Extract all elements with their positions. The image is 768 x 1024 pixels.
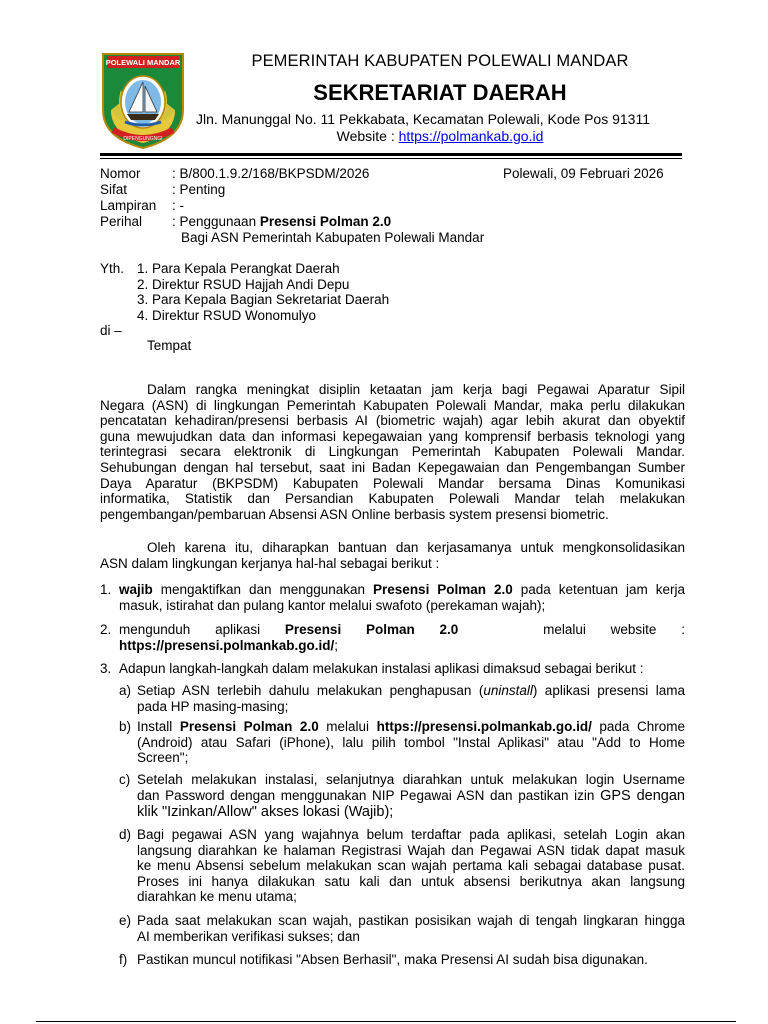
addressee-item: 2. Direktur RSUD Hajjah Andi Depu bbox=[137, 277, 350, 292]
perihal-prefix: : Penggunaan bbox=[172, 214, 260, 229]
subitem-d-line: ke menu Absensi sebelum melakukan scan wajah pertama kali sebagai database pusat. bbox=[137, 858, 685, 874]
para-line: informatika, Statistik dan Persandian Kabupaten Polewali Mandar telah melakukan bbox=[100, 491, 685, 507]
subitem-a-line2: pada HP masing-masing; bbox=[137, 698, 289, 714]
para-line: terintegrasi secara elektronik di Lingkungan Pemerintah Kabupaten Polewali Mandar. bbox=[100, 444, 685, 460]
para-line: pencatatan kehadiran/presensi berbasis AI (biometric wajah) agar lebih akurat dan obyektif bbox=[100, 413, 685, 429]
lampiran-label: Lampiran bbox=[100, 198, 157, 213]
yth-label: Yth. bbox=[100, 261, 125, 276]
addressee-item: 4. Direktur RSUD Wonomulyo bbox=[137, 308, 317, 323]
subitem-c bbox=[137, 772, 685, 820]
item-1-text: pada ketentuan jam kerja bbox=[512, 582, 685, 597]
app-name-bold: Presensi Polman 2.0 bbox=[179, 719, 319, 734]
subitem-b bbox=[137, 719, 685, 766]
addressee-item: 3. Para Kepala Bagian Sekretariat Daerah bbox=[137, 292, 390, 307]
perihal-label: Perihal bbox=[100, 214, 143, 229]
subitem-label: e) bbox=[119, 913, 132, 928]
website-label: Website : bbox=[336, 128, 399, 144]
subitem-c-line2 bbox=[137, 788, 685, 805]
subitem-e-line1: Pada saat melakukan scan wajah, pastikan posisikan wajah di tengah lingkaran hingga bbox=[137, 913, 685, 928]
di-label: di – bbox=[100, 323, 122, 338]
tempat-label: Tempat bbox=[147, 338, 192, 353]
subitem-d bbox=[137, 827, 685, 905]
word: Polman bbox=[365, 622, 415, 637]
item-number: 2. bbox=[100, 622, 112, 637]
paragraph-intro bbox=[100, 382, 685, 522]
header-office-name: SEKRETARIAT DAERAH bbox=[313, 80, 567, 105]
word: mengunduh bbox=[119, 622, 191, 637]
subitem-d-line: Proses ini hanya dilakukan satu kali dan untuk absensi berikutnya akan langsung bbox=[137, 873, 685, 889]
nomor-value: : B/800.1.9.2/168/BKPSDM/2026 bbox=[172, 166, 370, 181]
letter-date: Polewali, 09 Februari 2026 bbox=[503, 166, 664, 181]
word: website bbox=[610, 622, 657, 637]
item-2-line2 bbox=[119, 638, 685, 654]
item-number: 1. bbox=[100, 582, 112, 597]
para-line: Negara (ASN) di lingkungan Pemerintah Kabupaten Polewali Mandar, maka perlu dilakukan bbox=[100, 397, 685, 413]
presensi-url: https://presensi.polmankab.go.id/ bbox=[119, 637, 335, 653]
subitem-b-line2: (Android) atau Safari (iPhone), lalu pilih tombol "Instal Aplikasi" atau "Add to Home bbox=[137, 734, 685, 750]
item-2-tail: ; bbox=[334, 637, 339, 653]
emblem-motto: DIPENGUNGNGI bbox=[123, 136, 163, 142]
addressee-item: 1. Para Kepala Perangkat Daerah bbox=[137, 261, 340, 276]
subitem-c-line1: Setelah melakukan instalasi, selanjutnya diarahkan untuk melakukan login Username bbox=[137, 772, 685, 787]
para-line: Sehubungan dengan hal tersebut, saat ini Badan Kepegawaian dan Pengembangan Sumber bbox=[100, 459, 685, 475]
para-line: Daya Aparatur (BKPSDM) Kabupaten Polewali Mandar bersama Dinas Komunikasi bbox=[100, 475, 685, 491]
para-line: pengembangan/pembaruan Absensi ASN Online berbasis system presensi biometric. bbox=[100, 506, 609, 522]
para-line: Oleh karena itu, diharapkan bantuan dan kerjasamanya untuk mengkonsolidasikan bbox=[147, 540, 685, 555]
subitem-e-line2: AI memberikan verifikasi sukses; dan bbox=[137, 928, 360, 944]
subitem-a bbox=[137, 683, 685, 714]
lampiran-value: : - bbox=[172, 198, 184, 213]
polewali-mandar-emblem-icon bbox=[99, 50, 187, 150]
item-1-line2: masuk, istirahat dan pulang kantor melalui swafoto (perekaman wajah); bbox=[119, 597, 546, 613]
word: 2.0 bbox=[439, 622, 459, 637]
subitem-label: b) bbox=[119, 719, 132, 734]
word: aplikasi bbox=[215, 622, 261, 637]
subitem-b-line3: Screen"; bbox=[137, 750, 189, 766]
item-1-line1 bbox=[119, 582, 685, 598]
subitem-f-line1: Pastikan muncul notifikasi "Absen Berhasil", maka Presensi AI sudah bisa digunakan. bbox=[137, 952, 648, 967]
page-bottom-rule bbox=[36, 1021, 736, 1022]
subitem-b-line1 bbox=[137, 719, 685, 735]
subitem-label: a) bbox=[119, 683, 132, 698]
text: Install bbox=[137, 719, 180, 734]
item-number: 3. bbox=[100, 661, 112, 676]
word: melalui bbox=[543, 622, 586, 637]
item-3-text: Adapun langkah-langkah dalam melakukan instalasi aplikasi dimaksud sebagai berikut : bbox=[119, 661, 644, 676]
uninstall-italic: uninstall bbox=[483, 683, 533, 698]
perihal-line2: Bagi ASN Pemerintah Kabupaten Polewali Mandar bbox=[181, 230, 485, 245]
word: Presensi bbox=[284, 622, 342, 637]
subitem-f bbox=[137, 952, 685, 968]
item-3-intro bbox=[119, 661, 689, 677]
header-government-name: PEMERINTAH KABUPATEN POLEWALI MANDAR bbox=[251, 52, 629, 70]
app-name-bold: Presensi Polman 2.0 bbox=[373, 582, 513, 597]
wajib-bold: wajib bbox=[119, 582, 153, 597]
sifat-label: Sifat bbox=[100, 182, 128, 197]
text: ) aplikasi presensi lama bbox=[532, 683, 685, 698]
para-line: ASN dalam lingkungan kerjanya hal-hal sebagai berikut : bbox=[100, 555, 440, 571]
subitem-d-line: diarahkan ke menu utama; bbox=[137, 889, 297, 905]
subitem-label: d) bbox=[119, 827, 132, 842]
sifat-value: : Penting bbox=[172, 182, 226, 197]
nomor-label: Nomor bbox=[100, 166, 141, 181]
emblem-title: POLEWALI MANDAR bbox=[105, 58, 181, 67]
header-address: Jln. Manunggal No. 11 Pekkabata, Kecamatan Polewali, Kode Pos 91311 bbox=[196, 111, 650, 127]
header-rule-thin bbox=[100, 158, 682, 159]
perihal-value bbox=[172, 214, 391, 230]
item-2-line1 bbox=[119, 622, 685, 638]
subitem-d-line: Bagi pegawai ASN yang wajahnya belum terdaftar pada aplikasi, setelah Login akan bbox=[137, 827, 685, 842]
text: dan Password dengan menggunakan NIP Pegawai ASN dan pastikan izin bbox=[137, 787, 601, 803]
subitem-c-line3: klik "Izinkan/Allow" akses lokasi (Wajib); bbox=[137, 803, 394, 820]
item-1 bbox=[119, 582, 685, 613]
header-rule-thick bbox=[100, 153, 682, 156]
para-line: Dalam rangka meningkat disiplin ketaatan jam kerja bagi Pegawai Aparatur Sipil bbox=[147, 382, 685, 397]
subitem-d-line: langsung diarahkan ke halaman Registrasi Wajah dan Pegawai ASN tidak dapat masuk bbox=[137, 842, 685, 858]
word: : bbox=[681, 622, 685, 637]
para-line: guna mewujudkan data dan informasi kepegawaian yang komprensif berbasis teknologi yang bbox=[100, 428, 685, 444]
paragraph-request bbox=[100, 540, 685, 571]
subitem-label: f) bbox=[119, 952, 128, 967]
item-2 bbox=[119, 622, 685, 653]
header-website bbox=[196, 128, 684, 144]
presensi-url: https://presensi.polmankab.go.id/ bbox=[376, 719, 592, 734]
text: melalui bbox=[318, 719, 377, 734]
subitem-label: c) bbox=[119, 772, 131, 787]
perihal-app-name: Presensi Polman 2.0 bbox=[259, 214, 392, 229]
gps-text: GPS dengan bbox=[600, 787, 685, 804]
item-1-text: mengaktifkan dan menggunakan bbox=[152, 582, 374, 597]
website-link[interactable]: https://polmankab.go.id bbox=[398, 128, 544, 144]
subitem-e bbox=[137, 913, 685, 944]
text: pada Chrome bbox=[591, 719, 685, 734]
subitem-a-line1 bbox=[137, 683, 685, 699]
text: Setiap ASN terlebih dahulu melakukan penghapusan ( bbox=[137, 683, 484, 698]
